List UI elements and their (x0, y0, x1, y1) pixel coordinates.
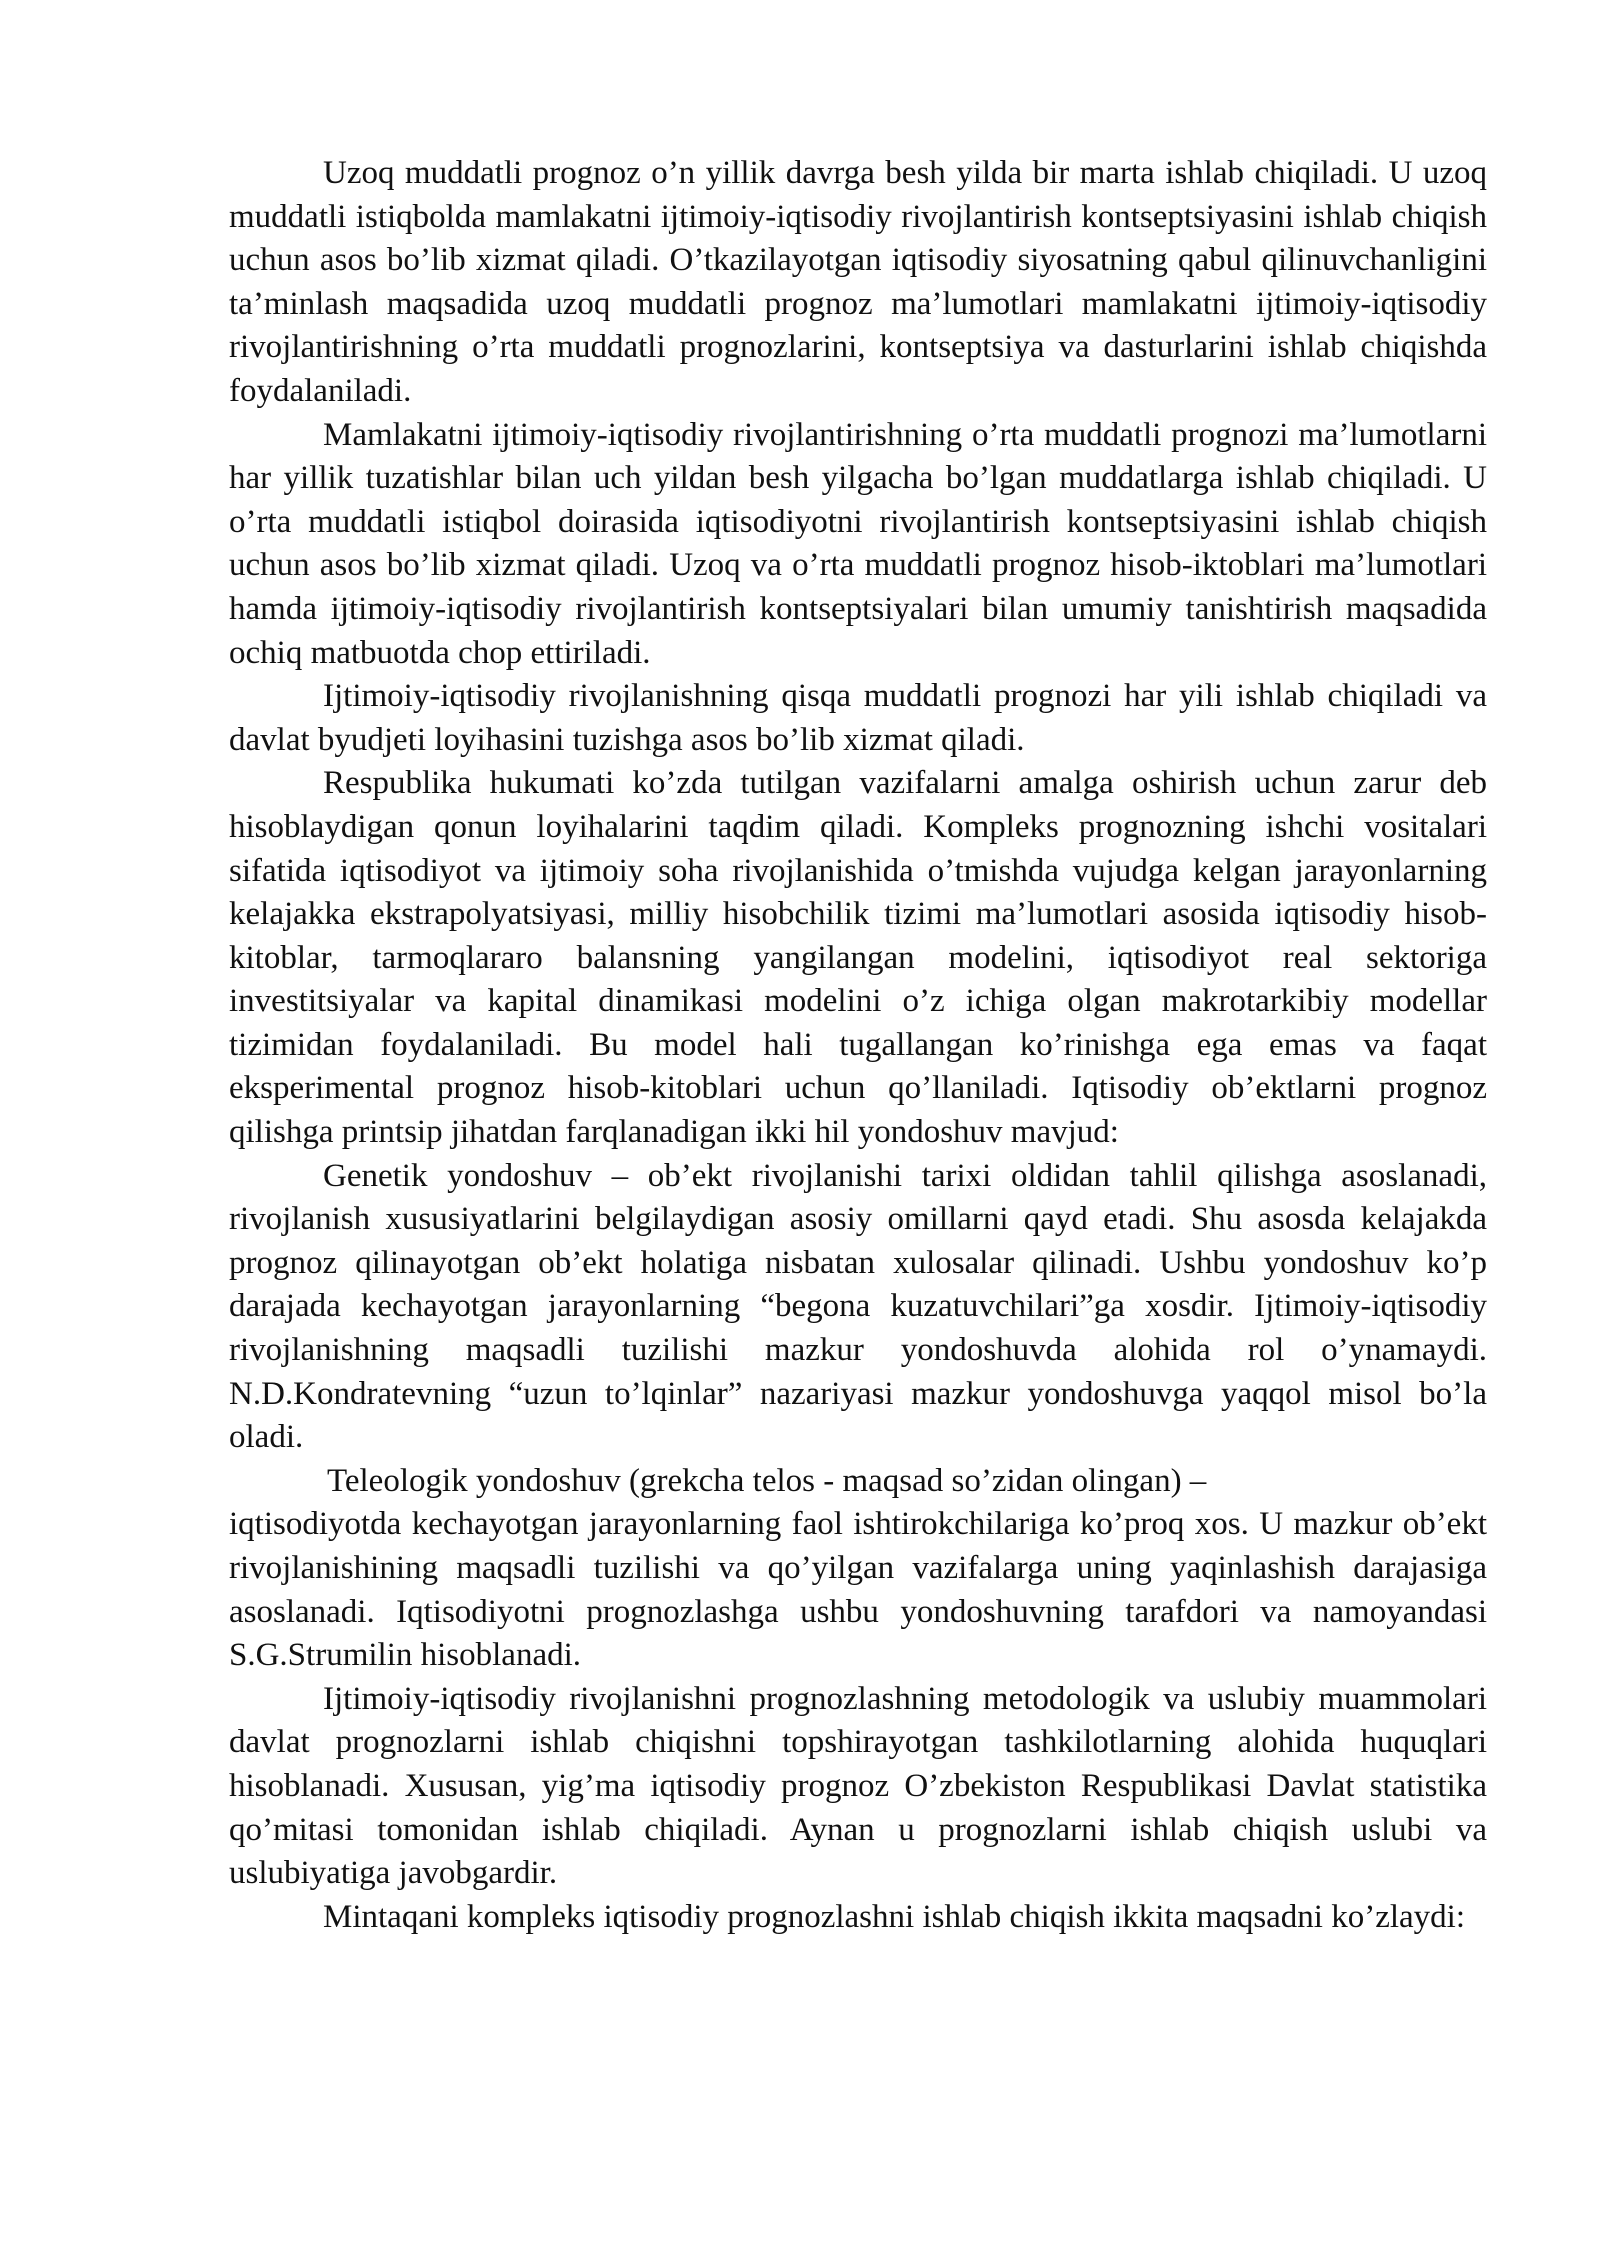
paragraph-long-term-forecast: Uzoq muddatli prognoz o’n yillik davrga besh yilda bir marta ishlab chiqiladi. U uzoq muddatli istiqbolda mamlakatni ijtimoiy-iqtisodiy rivojlantirish kontseptsiyasini ishlab chiqish uchun asos bo’lib xizmat qiladi. O’tkazilayotgan iqtisodiy siyosatning qabul qilinuvchanligini ta’minlash maqsadida uzoq muddatli prognoz ma’lumotlari mamlakatni ijtimoiy-iqtisodiy rivojlantirishning o’rta muddatli prognozlarini, kontseptsiya va dasturlarini ishlab chiqishda foydalaniladi. (229, 155, 1487, 409)
paragraph-genetic-approach: Genetik yondoshuv – ob’ekt rivojlanishi tarixi oldidan tahlil qilishga asoslanadi, rivojlanish xususiyatlarini belgilaydigan asosiy omillarni qayd etadi. Shu asosda kelajakda prognoz qilinayotgan ob’ekt holatiga nisbatan xulosalar qilinadi. Ushbu yondoshuv ko’p darajada kechayotgan jarayonlarning “begona kuzatuvchilari”ga xosdir. Ijtimoiy-iqtisodiy rivojlanishning maqsadli tuzilishi mazkur yondoshuvda alohida rol o’ynamaydi. N.D.Kondratevning “uzun to’lqinlar” nazariyasi mazkur yondoshuvga yaqqol misol bo’la oladi. (229, 1157, 1487, 1456)
paragraph-teleological-approach-heading: Teleologik yondoshuv (grekcha telos - maqsad so’zidan olingan) – (327, 1462, 1207, 1499)
paragraph-regional-forecasting: Mintaqani kompleks iqtisodiy prognozlashni ishlab chiqish ikkita maqsadni ko’zlaydi: (323, 1898, 1466, 1935)
paragraph-medium-term-forecast: Mamlakatni ijtimoiy-iqtisodiy rivojlantirishning o’rta muddatli prognozi ma’lumotlarni har yillik tuzatishlar bilan uch yildan besh yilgacha bo’lgan muddatlarga ishlab chiqiladi. U o’rta muddatli istiqbol doirasida iqtisodiyotni rivojlantirish kontseptsiyasini ishlab chiqish uchun asos bo’lib xizmat qiladi. Uzoq va o’rta muddatli prognoz hisob-iktoblari ma’lumotlari hamda ijtimoiy-iqtisodiy rivojlantirish kontseptsiyalari bilan umumiy tanishtirish maqsadida ochiq matbuotda chop ettiriladi. (229, 416, 1487, 671)
document-body (229, 152, 1487, 1939)
paragraph-government-bills: Respublika hukumati ko’zda tutilgan vazifalarni amalga oshirish uchun zarur deb hisoblaydigan qonun loyihalarini taqdim qiladi. Kompleks prognozning ishchi vositalari sifatida iqtisodiyot va ijtimoiy soha rivojlanishida o’tmishda vujudga kelgan jarayonlarning kelajakka ekstrapolyatsiyasi, milliy hisobchilik tizimi ma’lumotlari asosida iqtisodiy hisob-kitoblar, tarmoqlararo balansning yangilangan modelini, iqtisodiyot real sektoriga investitsiyalar va kapital dinamikasi modelini o’z ichiga olgan makrotarkibiy modellar tizimidan foydalaniladi. Bu model hali tugallangan ko’rinishga ega emas va faqat eksperimental prognoz hisob-kitoblari uchun qo’llaniladi. Iqtisodiy ob’ektlarni prognoz qilishga printsip jihatdan farqlanadigan ikki hil yondoshuv mavjud: (229, 765, 1487, 1151)
paragraph-methodological-problems: Ijtimoiy-iqtisodiy rivojlanishni prognozlashning metodologik va uslubiy muammolari davlat prognozlarni ishlab chiqishni topshirayotgan tashkilotlarning alohida huquqlari hisoblanadi. Xususan, yig’ma iqtisodiy prognoz O’zbekiston Respublikasi Davlat statistika qo’mitasi tomonidan ishlab chiqiladi. Aynan u prognozlarni ishlab chiqish uslubi va uslubiyatiga javobgardir. (229, 1680, 1487, 1892)
paragraph-teleological-approach: iqtisodiyotda kechayotgan jarayonlarning faol ishtirokchilariga ko’proq xos. U mazkur ob’ekt rivojlanishining maqsadli tuzilishi va qo’yilgan vazifalarga uning yaqinlashish darajasiga asoslanadi. Iqtisodiyotni prognozlashga ushbu yondoshuvning tarafdori va namoyandasi S.G.Strumilin hisoblanadi. (229, 1506, 1487, 1674)
paragraph-short-term-forecast: Ijtimoiy-iqtisodiy rivojlanishning qisqa muddatli prognozi har yili ishlab chiqiladi va davlat byudjeti loyihasini tuzishga asos bo’lib xizmat qiladi. (229, 678, 1487, 758)
